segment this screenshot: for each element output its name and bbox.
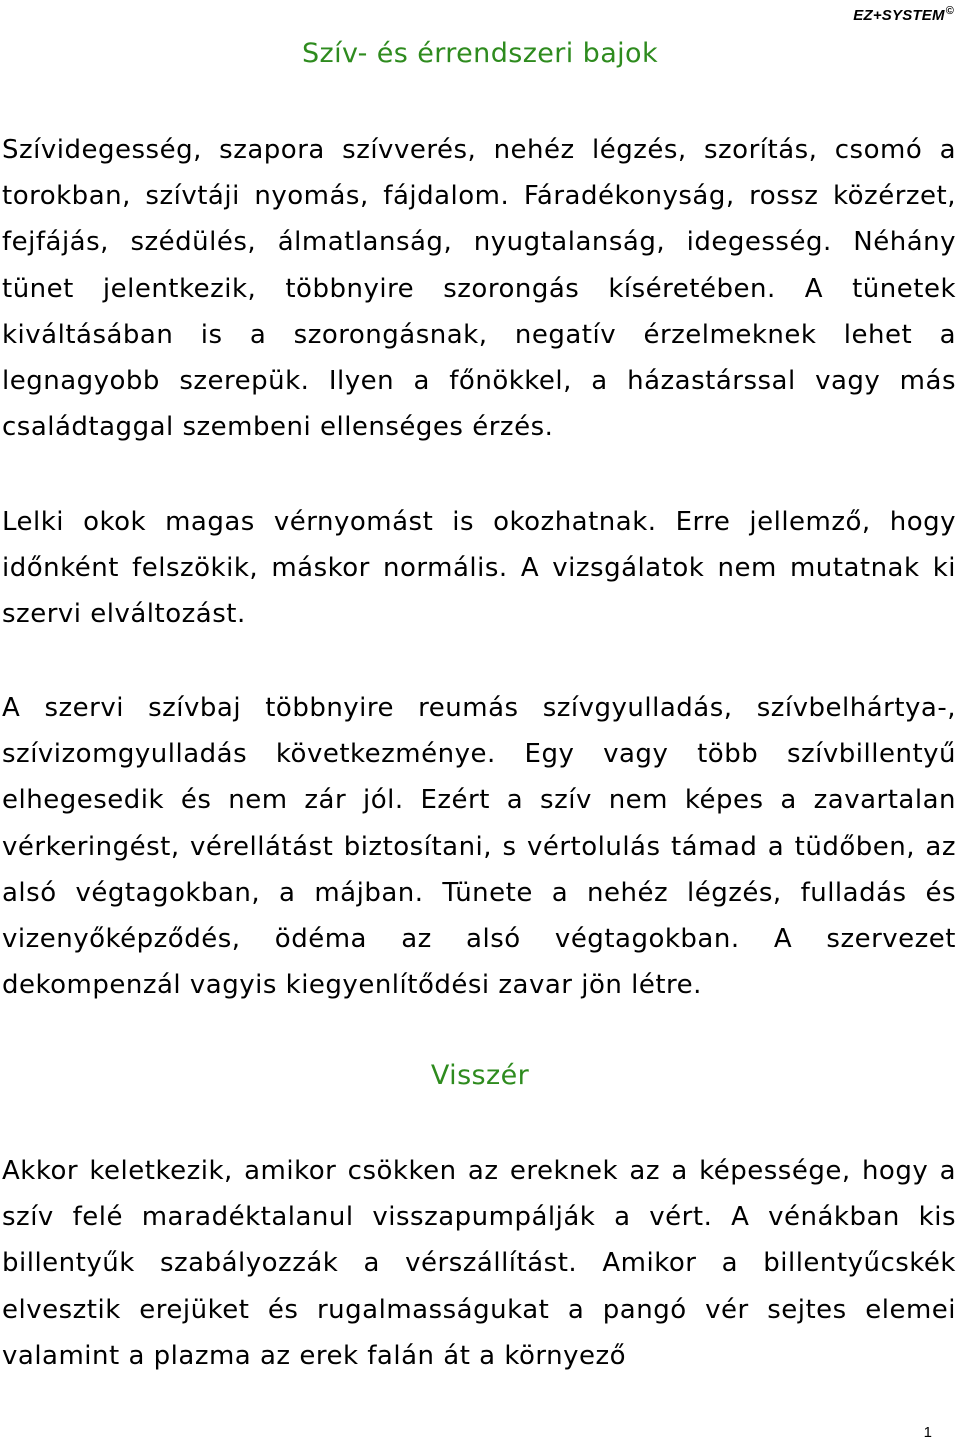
copyright-mark: © xyxy=(945,5,954,17)
brand-logo xyxy=(853,5,954,24)
section-title-heart: Szív- és érrendszeri bajok xyxy=(301,38,659,69)
brand-name: EZ+SYSTEM xyxy=(853,7,945,24)
paragraph-organic-heart-disease: A szervi szívbaj többnyire reumás szívgyulladás, szívbelhártya-, szívizomgyulladás következménye. Egy vagy több szívbillentyű elhegesedik és nem zár jól. Ezért a szív nem képes a zavartalan vérkeringést, vérellátást biztosítani, s vértolulás támad a tüdőben, az alsó végtagokban, a májban. Tünete a nehéz légzés, fulladás és vizenyőképződés, ödéma az alsó végtagokban. A szervezet dekompenzál vagyis kiegyenlítődési zavar jön létre. xyxy=(2,693,956,1001)
paragraph-symptoms: Szívidegesség, szapora szívverés, nehéz légzés, szorítás, csomó a torokban, szívtáji nyomás, fájdalom. Fáradékonyság, rossz közérzet, fejfájás, szédülés, álmatlanság, nyugtalanság, idegesség. Néhány tünet jelentkezik, többnyire szorongás kíséretében. A tünetek kiváltásában is a szorongásnak, negatív érzelmeknek lehet a legnagyobb szerepük. Ilyen a főnökkel, a házastárssal vagy más családtaggal szembeni ellenséges érzés. xyxy=(2,135,956,443)
page-number: 1 xyxy=(923,1424,932,1441)
paragraph-blood-pressure: Lelki okok magas vérnyomást is okozhatnak. Erre jellemző, hogy időnként felszökik, máskor normális. A vizsgálatok nem mutatnak ki szervi elváltozást. xyxy=(2,507,956,630)
paragraph-varicose: Akkor keletkezik, amikor csökken az ereknek az a képessége, hogy a szív felé maradéktalanul visszapumpálják a vért. A vénákban kis billentyűk szabályozzák a vérszállítást. Amikor a billentyűcskék elvesztik erejüket és rugalmasságukat a pangó vér sejtes elemei valamint a plazma az erek falán át a környező xyxy=(2,1156,956,1371)
section-title-varicose: Visszér xyxy=(430,1060,530,1091)
